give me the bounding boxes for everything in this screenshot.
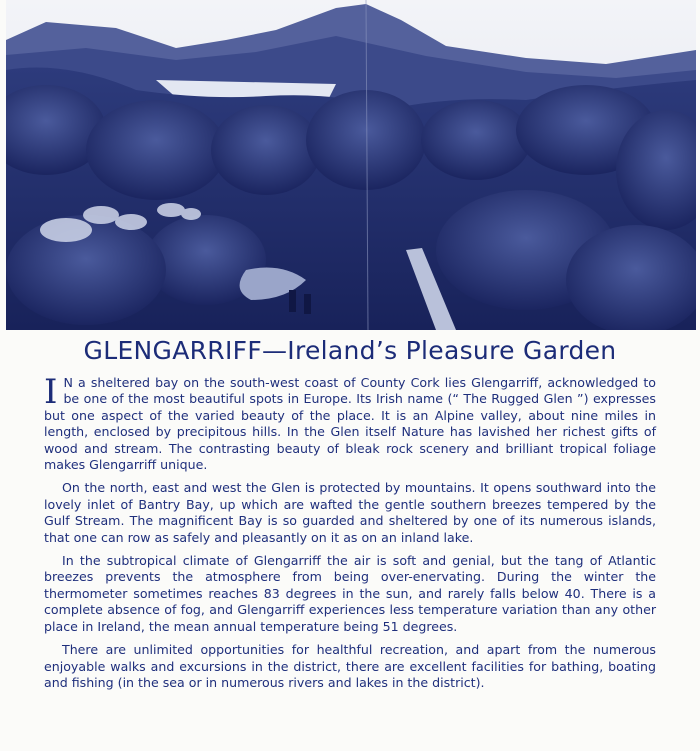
garden-landscape-photo-icon — [6, 0, 696, 330]
page-title: GLENGARRIFF—Ireland’s Pleasure Garden — [83, 336, 617, 365]
article-paragraph: In the subtropical climate of Glengarriff the air is soft and genial, but the tang of Atlantic breezes prevents the atmosphere from being over-enervating. During the winter the thermometer sometimes reaches 83 degrees in the sun, and rarely falls below 40. There is a complete absence of fog, and Glengarriff experiences less temperature variation than any other place in Ireland, the mean annual temperature being 51 degrees. — [44, 553, 656, 634]
garden-photo — [6, 0, 696, 330]
paragraph-text: N a sheltered bay on the south-west coast of County Cork lies Glengarriff, acknowledged to be one of the most beautiful spots in Europe. Its Irish name (“ The Rugged Glen ”) expresses but one aspect of the varied beauty of the place. It is an Alpine valley, about nine miles in length, enclosed by precipitous hills. In the Glen itself Nature has lavished her richest gifts of wood and stream. The contrasting beauty of bleak rock scenery and brilliant tropical foliage makes Glengarriff unique. — [44, 375, 656, 473]
article-paragraph: On the north, east and west the Glen is protected by mountains. It opens southward into the lovely inlet of Bantry Bay, up which are wafted the gentle southern breezes tempered by the Gulf Stream. The magnificent Bay is so guarded and sheltered by one of its numerous islands, that one can row as safely and pleasantly on it as on an inland lake. — [44, 480, 656, 545]
drop-cap: I — [44, 372, 58, 412]
article-paragraph — [44, 372, 656, 473]
article — [44, 336, 656, 698]
article-paragraph: There are unlimited opportunities for healthful recreation, and apart from the numerous enjoyable walks and excursions in the district, there are excellent facilities for bathing, boating and fishing (in the sea or in numerous rivers and lakes in the district). — [44, 642, 656, 690]
